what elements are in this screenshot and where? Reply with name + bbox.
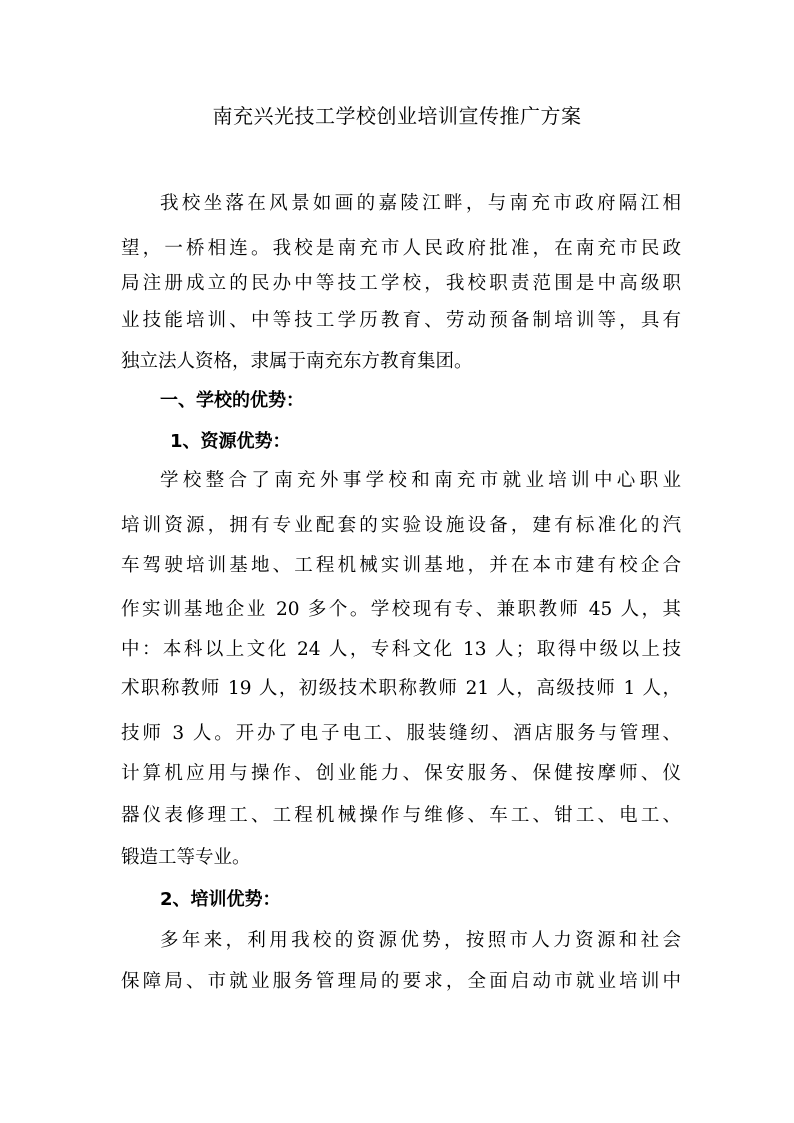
subsection-heading: 1、资源优势： [170,431,291,452]
paragraph-line: 锻造工等专业。 [121,847,251,868]
paragraph-line: 培训资源，拥有专业配套的实验设施设备，建有标准化的汽 [121,515,681,536]
paragraph-line: 器仪表修理工、工程机械操作与维修、车工、钳工、电工、 [121,805,681,826]
paragraph-line: 局注册成立的民办中等技工学校，我校职责范围是中高级职 [121,273,681,294]
paragraph-line: 计算机应用与操作、创业能力、保安服务、保健按摩师、仪 [121,763,681,784]
paragraph-line: 望，一桥相连。我校是南充市人民政府批准，在南充市民政 [121,238,681,259]
paragraph-line: 独立法人资格，隶属于南充东方教育集团。 [121,351,473,372]
subsection-heading: 2、培训优势： [160,889,281,910]
paragraph-line: 车驾驶培训基地、工程机械实训基地，并在本市建有校企合 [121,555,681,576]
paragraph-line: 多年来，利用我校的资源优势，按照市人力资源和社会 [160,930,681,951]
paragraph-line: 保障局、市就业服务管理局的要求，全面启动市就业培训中 [121,971,681,992]
section-heading: 一、学校的优势： [160,390,304,411]
paragraph-line: 作实训基地企业 20 多个。学校现有专、兼职教师 45 人，其 [121,599,681,620]
paragraph-line: 术职称教师 19 人，初级技术职称教师 21 人，高级技师 1 人， [121,678,681,699]
paragraph-line: 业技能培训、中等技工学历教育、劳动预备制培训等，具有 [121,310,681,331]
document-title: 南充兴光技工学校创业培训宣传推广方案 [212,104,582,128]
paragraph-line: 技师 3 人。开办了电子电工、服装缝纫、酒店服务与管理、 [121,723,681,744]
paragraph-line: 中：本科以上文化 24 人，专科文化 13 人；取得中级以上技 [121,639,681,660]
paragraph-line: 学校整合了南充外事学校和南充市就业培训中心职业 [160,470,681,491]
paragraph-line: 我校坐落在风景如画的嘉陵江畔，与南充市政府隔江相 [160,193,681,214]
